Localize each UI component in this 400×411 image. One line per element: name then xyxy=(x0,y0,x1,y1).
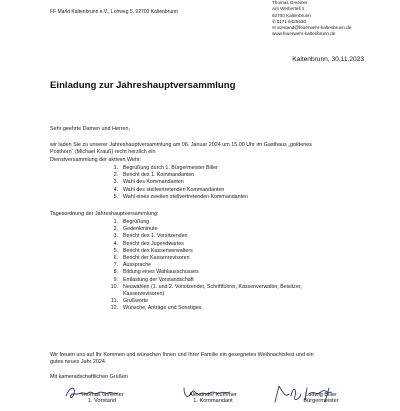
regards-line: Mit kameradschaftlichen Grüßen xyxy=(50,374,128,380)
signer-role: 1. Kommandant xyxy=(193,398,233,405)
contact-block xyxy=(272,0,351,38)
contact-name: Thomas Gmeiner xyxy=(272,0,308,5)
list-item: 4. Bericht des Jugendwartes xyxy=(113,240,184,247)
mail-icon: ✉ xyxy=(272,25,276,31)
intro-line: wir laden Sie zu unserer Jahreshauptversammlung am 06. Januar 2024 um 15.00 Uhr im Gasthaus „goldenes xyxy=(50,142,312,148)
list-item: 4. Wahl des stellvertretenden Kommandanten xyxy=(113,186,225,193)
agenda-list xyxy=(105,219,302,313)
list-item: 6. Bericht der Kassenrevisoren xyxy=(113,255,190,262)
signer-name: Ludwig Biller xyxy=(305,392,337,398)
agenda-heading: Tagesordnung der Jahreshauptversammlung: xyxy=(50,211,159,217)
list-item-continuation: Kassenrevisoren) xyxy=(123,291,165,298)
contact-phone[interactable]: 0171 6425530 xyxy=(276,18,307,24)
date-line: Kaltenbrunn, 30.11.2023 xyxy=(292,56,364,63)
signer-role: 1. Vorstand xyxy=(87,398,117,405)
contact-city: 92700 Kaltenbrunn xyxy=(272,12,311,18)
list-item: 8. Bildung eines Wahlausschusses xyxy=(113,269,199,276)
list-item: 2. Bericht des 1. Kommandanten xyxy=(113,172,195,179)
list-item: 7. Aussprache xyxy=(113,262,151,269)
service-meeting-heading: Dienstversammlung der aktiven Wehr: xyxy=(50,157,142,163)
letter-title: Einladung zur Jahreshauptversammlung xyxy=(50,80,236,91)
salutation: Sehr geehrte Damen und Herren, xyxy=(50,126,131,132)
list-item: 5. Wahl eines zweiten stellvertretenden Kommandanten xyxy=(113,193,248,200)
signer-name: Thomas Gmeiner xyxy=(80,392,124,398)
signer-name: Alexander Kummer xyxy=(189,392,237,398)
list-item: 1. Begrüßung xyxy=(113,219,150,225)
closing-line: gutes neues Jahr 2024. xyxy=(50,358,107,365)
signer-gmeiner xyxy=(57,392,147,405)
contact-email[interactable]: vorstand@feuerwehr-kaltenbrunn.de xyxy=(276,25,352,31)
list-item: 2. Gedenkminute xyxy=(113,226,158,233)
list-item: 11. Grußworte xyxy=(111,298,149,305)
list-item: 5. Bericht des Kassenverwalters xyxy=(113,247,193,254)
intro-line: Posthorn“ (Michael Krauß) recht herzlich ein xyxy=(50,148,156,155)
list-item: 10. Neuwahlen (1. und 2. Vorsitzender, Schriftführer, Kassenverwalter, Beisitzer, xyxy=(110,283,302,290)
list-item: 3. Wahl des Kommandanten xyxy=(113,179,184,186)
list-item: 3. Bericht des 1. Vorsitzenden xyxy=(113,233,188,240)
phone-icon: ✆ xyxy=(272,18,276,24)
signer-role: Bürgermeister xyxy=(303,398,339,405)
closing-line: Wir freuen uns auf Ihr Kommen und wünschen Ihnen und Ihrer Familie ein gesegnetes Weihnachtsfest und ein xyxy=(50,352,314,358)
intro-paragraph xyxy=(50,142,312,155)
service-meeting-list xyxy=(105,165,248,201)
sender-address-line: FF Markt Kaltenbrunn e.V., Lohweg 5, 92700 Kaltenbrunn xyxy=(50,9,178,15)
list-item: 1. Begrüßung durch 1. Bürgermeister Biller xyxy=(113,165,218,171)
list-item: 9. Entlastung der Vorstandschaft xyxy=(113,276,194,283)
contact-street: Am Weihertell 1 xyxy=(272,6,305,12)
contact-website[interactable]: www.feuerwehr-kaltenbrunn.de xyxy=(272,31,336,37)
list-item: 12. Wünsche, Anträge und Sonstiges xyxy=(110,305,202,312)
closing-paragraph xyxy=(50,352,314,365)
signer-kummer xyxy=(168,392,258,405)
signer-biller xyxy=(276,392,366,405)
